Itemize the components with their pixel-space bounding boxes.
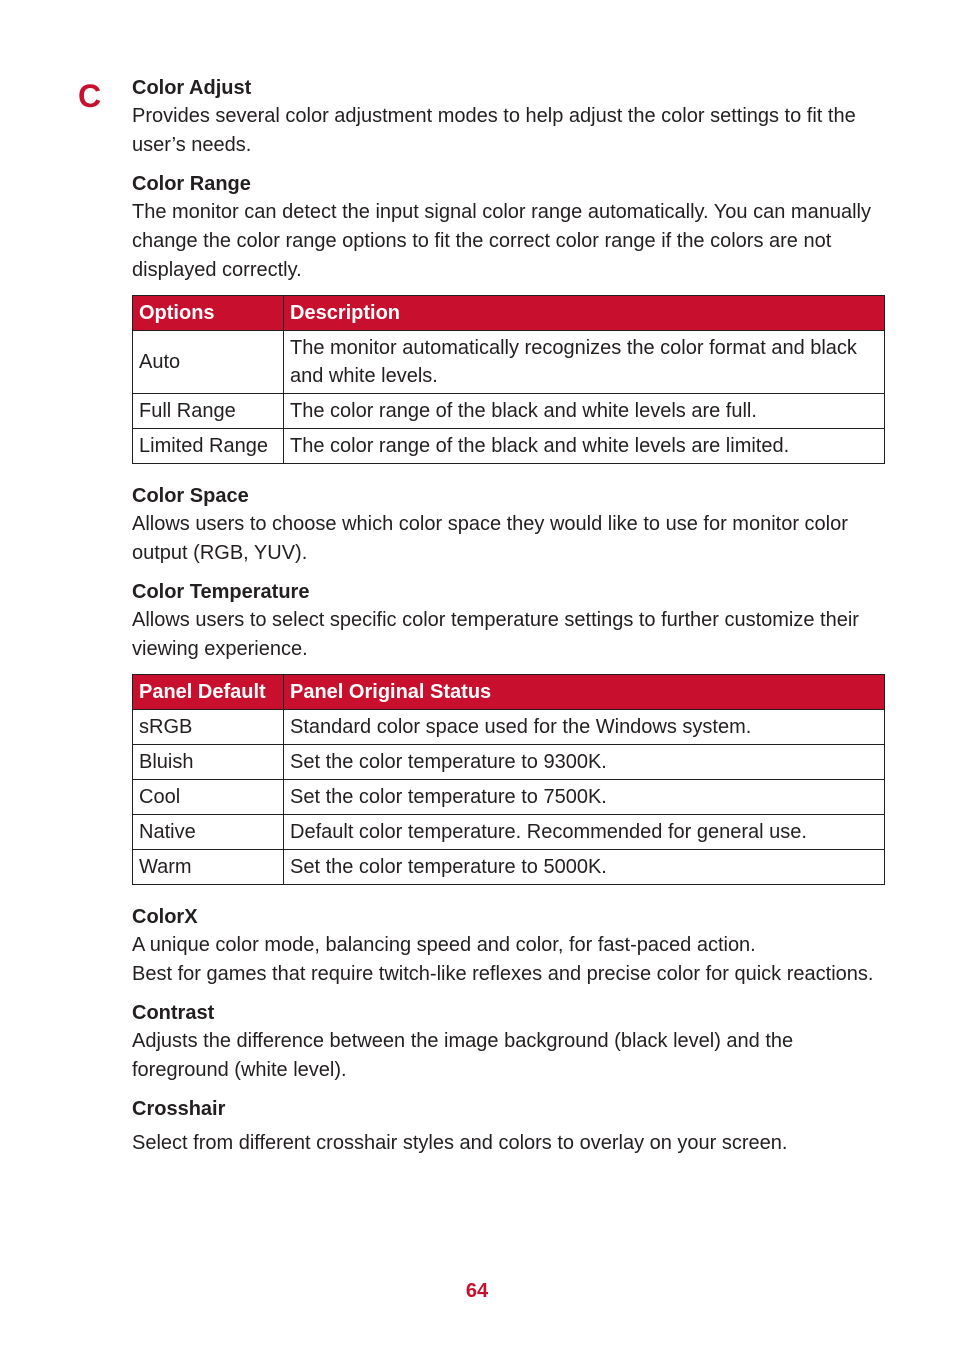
table-row xyxy=(133,780,885,815)
table-header-cell: Options xyxy=(133,296,284,331)
section-colorx xyxy=(132,903,884,989)
section-crosshair xyxy=(132,1095,884,1158)
page-number: 64 xyxy=(465,1280,489,1302)
table-row xyxy=(133,745,885,780)
section-title: Contrast xyxy=(132,1002,215,1024)
table-cell: Default color temperature. Recommended for general use. xyxy=(284,815,885,850)
section-contrast xyxy=(132,999,884,1085)
section-title: ColorX xyxy=(132,906,198,928)
table-row xyxy=(133,394,885,429)
color-temperature-table xyxy=(132,674,885,885)
section-title: Color Temperature xyxy=(132,581,310,603)
table-cell: Set the color temperature to 9300K. xyxy=(284,745,885,780)
table-header-row xyxy=(133,296,885,331)
table-cell: Set the color temperature to 5000K. xyxy=(284,850,885,885)
section-title: Color Adjust xyxy=(132,77,252,99)
table-cell: sRGB xyxy=(133,710,284,745)
table-cell: Bluish xyxy=(133,745,284,780)
table-row xyxy=(133,815,885,850)
table-cell: Cool xyxy=(133,780,284,815)
table-header-cell: Panel Default xyxy=(133,675,284,710)
section-color-temperature xyxy=(132,578,884,885)
page-content xyxy=(132,74,884,1168)
table-row xyxy=(133,331,885,394)
section-body-line: Best for games that require twitch-like reflexes and precise color for quick reactions. xyxy=(132,963,874,985)
table-cell: Limited Range xyxy=(133,429,284,464)
section-body: Adjusts the difference between the image background (black level) and the foreground (white level). xyxy=(132,1030,794,1081)
table-cell: The color range of the black and white levels are limited. xyxy=(284,429,885,464)
table-cell: Full Range xyxy=(133,394,284,429)
section-title: Color Space xyxy=(132,485,249,507)
table-header-cell: Panel Original Status xyxy=(284,675,885,710)
section-body: Allows users to choose which color space they would like to use for monitor color output (RGB, YUV). xyxy=(132,513,848,564)
table-cell: Set the color temperature to 7500K. xyxy=(284,780,885,815)
section-color-range xyxy=(132,170,884,464)
section-body: Select from different crosshair styles and colors to overlay on your screen. xyxy=(132,1132,788,1154)
table-row xyxy=(133,429,885,464)
table-row xyxy=(133,850,885,885)
table-cell: Warm xyxy=(133,850,284,885)
table-cell: Standard color space used for the Windows system. xyxy=(284,710,885,745)
section-title: Color Range xyxy=(132,173,251,195)
table-cell: Auto xyxy=(133,331,284,394)
section-body-line: A unique color mode, balancing speed and color, for fast-paced action. xyxy=(132,934,756,956)
table-cell: Native xyxy=(133,815,284,850)
section-body: The monitor can detect the input signal color range automatically. You can manually change the color range options to fit the correct color range if the colors are not displayed correctly. xyxy=(132,201,871,281)
section-title: Crosshair xyxy=(132,1098,226,1120)
section-body: Provides several color adjustment modes to help adjust the color settings to fit the user’s needs. xyxy=(132,105,856,156)
index-letter: C xyxy=(78,78,102,114)
table-cell: The monitor automatically recognizes the color format and black and white levels. xyxy=(284,331,885,394)
table-header-cell: Description xyxy=(284,296,885,331)
table-cell: The color range of the black and white levels are full. xyxy=(284,394,885,429)
section-color-space xyxy=(132,482,884,568)
table-row xyxy=(133,710,885,745)
table-header-row xyxy=(133,675,885,710)
color-range-table xyxy=(132,295,885,464)
section-body: Allows users to select specific color temperature settings to further customize their viewing experience. xyxy=(132,609,859,660)
section-color-adjust xyxy=(132,74,884,160)
